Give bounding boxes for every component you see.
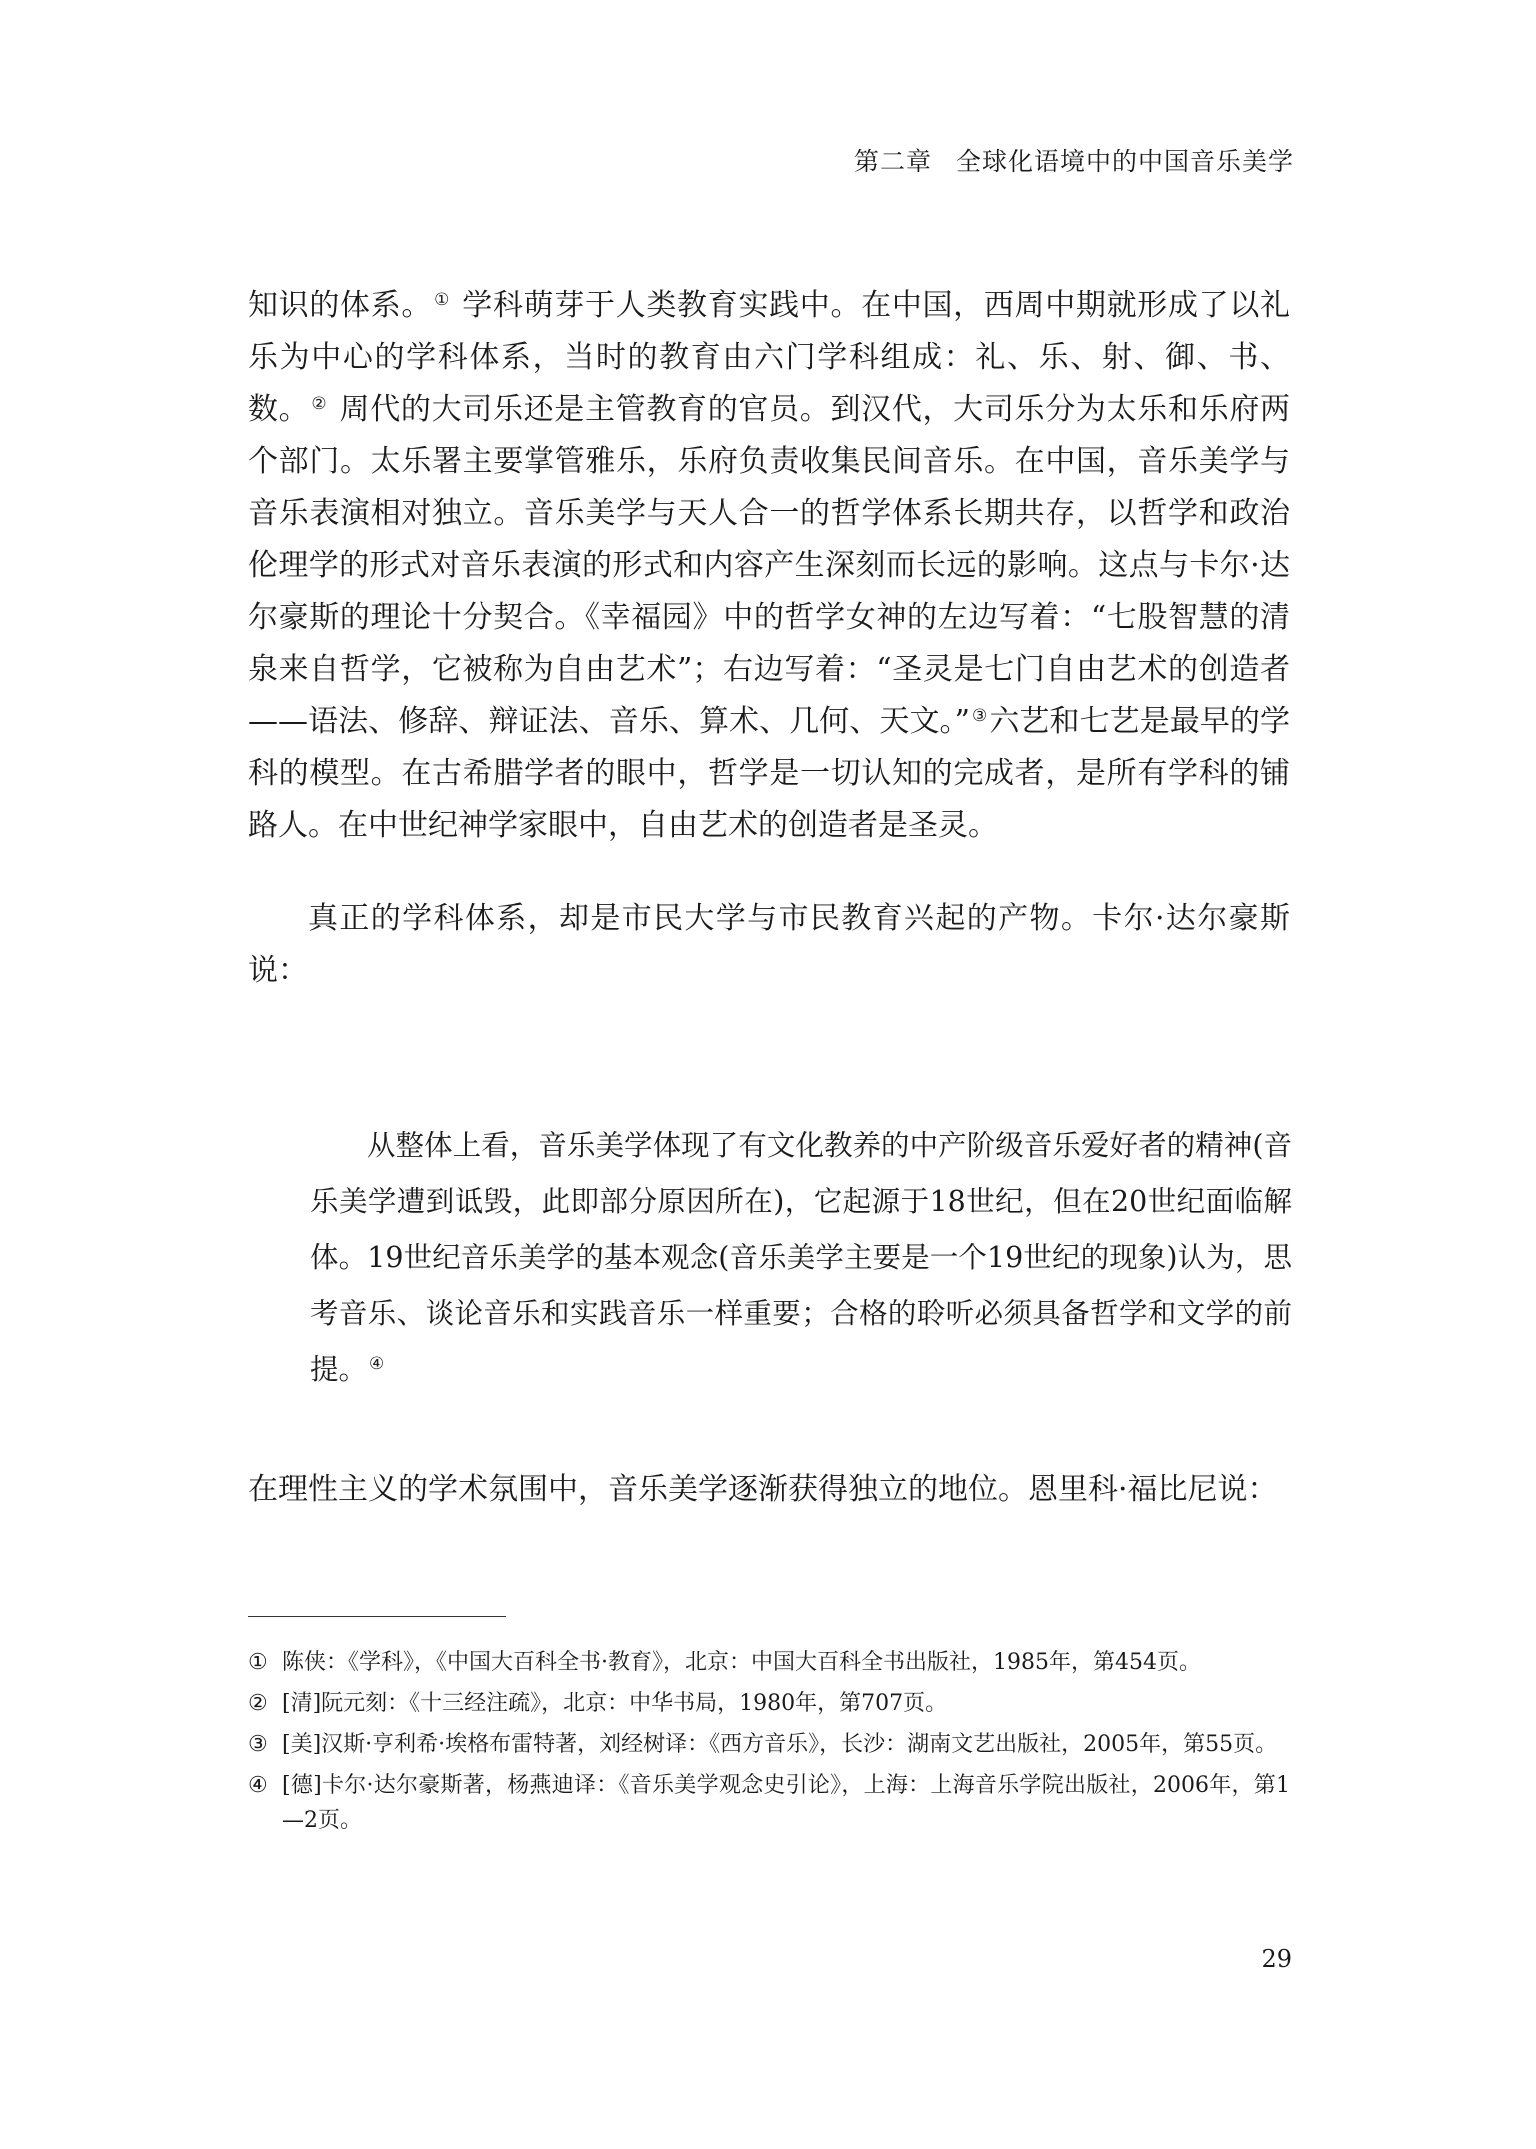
paragraph-2 bbox=[248, 893, 1290, 997]
paragraph-1 bbox=[248, 280, 1290, 852]
footnote-mark: ① bbox=[248, 1650, 268, 1675]
footnote-ref-3[interactable]: ③ bbox=[971, 706, 988, 726]
block-quote-text: 从整体上看，音乐美学体现了有文化教养的中产阶级音乐爱好者的精神(音乐美学遭到诋毁，此即部分原因所在)，它起源于18世纪，但在20世纪面临解体。19世纪音乐美学的基本观念(音乐美学主要是一个19世纪的现象)认为，思考音乐、谈论音乐和实践音乐一样重要；合格的聆听必须具备哲学和文学的前提。 bbox=[310, 1129, 1292, 1386]
chapter-title: 全球化语境中的中国音乐美学 bbox=[955, 147, 1294, 176]
footnote-3 bbox=[248, 1727, 1290, 1762]
paragraph-1-text-d: 六艺和七艺是最早的学科的模型。在古希腊学者的眼中，哲学是一切认知的完成者，是所有学科的铺路人。在中世纪神学家眼中，自由艺术的创造者是圣灵。 bbox=[248, 704, 1290, 843]
footnote-divider bbox=[248, 1616, 506, 1617]
footnote-ref-2[interactable]: ② bbox=[311, 394, 328, 414]
paragraph-2-text: 真正的学科体系，却是市民大学与市民教育兴起的产物。卡尔·达尔豪斯说： bbox=[248, 901, 1290, 988]
paragraph-1-text-a: 知识的体系。 bbox=[248, 288, 433, 323]
footnote-text: [清]阮元刻：《十三经注疏》，北京：中华书局，1980年，第707页。 bbox=[282, 1691, 948, 1716]
footnote-4 bbox=[248, 1768, 1290, 1838]
footnote-mark: ② bbox=[248, 1691, 268, 1716]
block-quote bbox=[310, 1118, 1292, 1398]
footnote-2 bbox=[248, 1686, 1290, 1721]
footnote-1 bbox=[248, 1645, 1290, 1680]
footnote-text: [德]卡尔·达尔豪斯著，杨燕迪译：《音乐美学观念史引论》，上海：上海音乐学院出版社，2006年，第1—2页。 bbox=[282, 1773, 1290, 1833]
page-number: 29 bbox=[1261, 1945, 1292, 1973]
footnote-mark: ③ bbox=[248, 1732, 268, 1757]
paragraph-3 bbox=[248, 1464, 1290, 1516]
paragraph-1-text-c: 周代的大司乐还是主管教育的官员。到汉代，大司乐分为太乐和乐府两个部门。太乐署主要掌管雅乐，乐府负责收集民间音乐。在中国，音乐美学与音乐表演相对独立。音乐美学与天人合一的哲学体系长期共存，以哲学和政治伦理学的形式对音乐表演的形式和内容产生深刻而长远的影响。这点与卡尔·达尔豪斯的理论十分契合。《幸福园》中的哲学女神的左边写着：“七股智慧的清泉来自哲学，它被称为自由艺术”；右边写着：“圣灵是七门自由艺术的创造者——语法、修辞、辩证法、音乐、算术、几何、天文。” bbox=[248, 392, 1291, 739]
footnote-ref-4[interactable]: ④ bbox=[369, 1354, 385, 1374]
running-header bbox=[854, 142, 1294, 178]
footnotes bbox=[248, 1645, 1290, 1844]
paragraph-3-text: 在理性主义的学术氛围中，音乐美学逐渐获得独立的地位。恩里科·福比尼说： bbox=[248, 1472, 1278, 1507]
footnote-mark: ④ bbox=[248, 1773, 268, 1798]
footnote-text: [美]汉斯·亨利希·埃格布雷特著，刘经树译：《西方音乐》，长沙：湖南文艺出版社，2005年，第55页。 bbox=[282, 1732, 1278, 1757]
paragraph-1-text-b: 学科萌芽于人类教育实践中。在中国，西周中期就形成了以礼乐为中心的学科体系，当时的教育由六门学科组成：礼、乐、射、御、书、数。 bbox=[248, 288, 1291, 427]
footnote-ref-1[interactable]: ① bbox=[434, 290, 451, 310]
chapter-number: 第二章 bbox=[853, 147, 932, 176]
footnote-text: 陈侠：《学科》，《中国大百科全书·教育》，北京：中国大百科全书出版社，1985年，第454页。 bbox=[282, 1650, 1201, 1675]
